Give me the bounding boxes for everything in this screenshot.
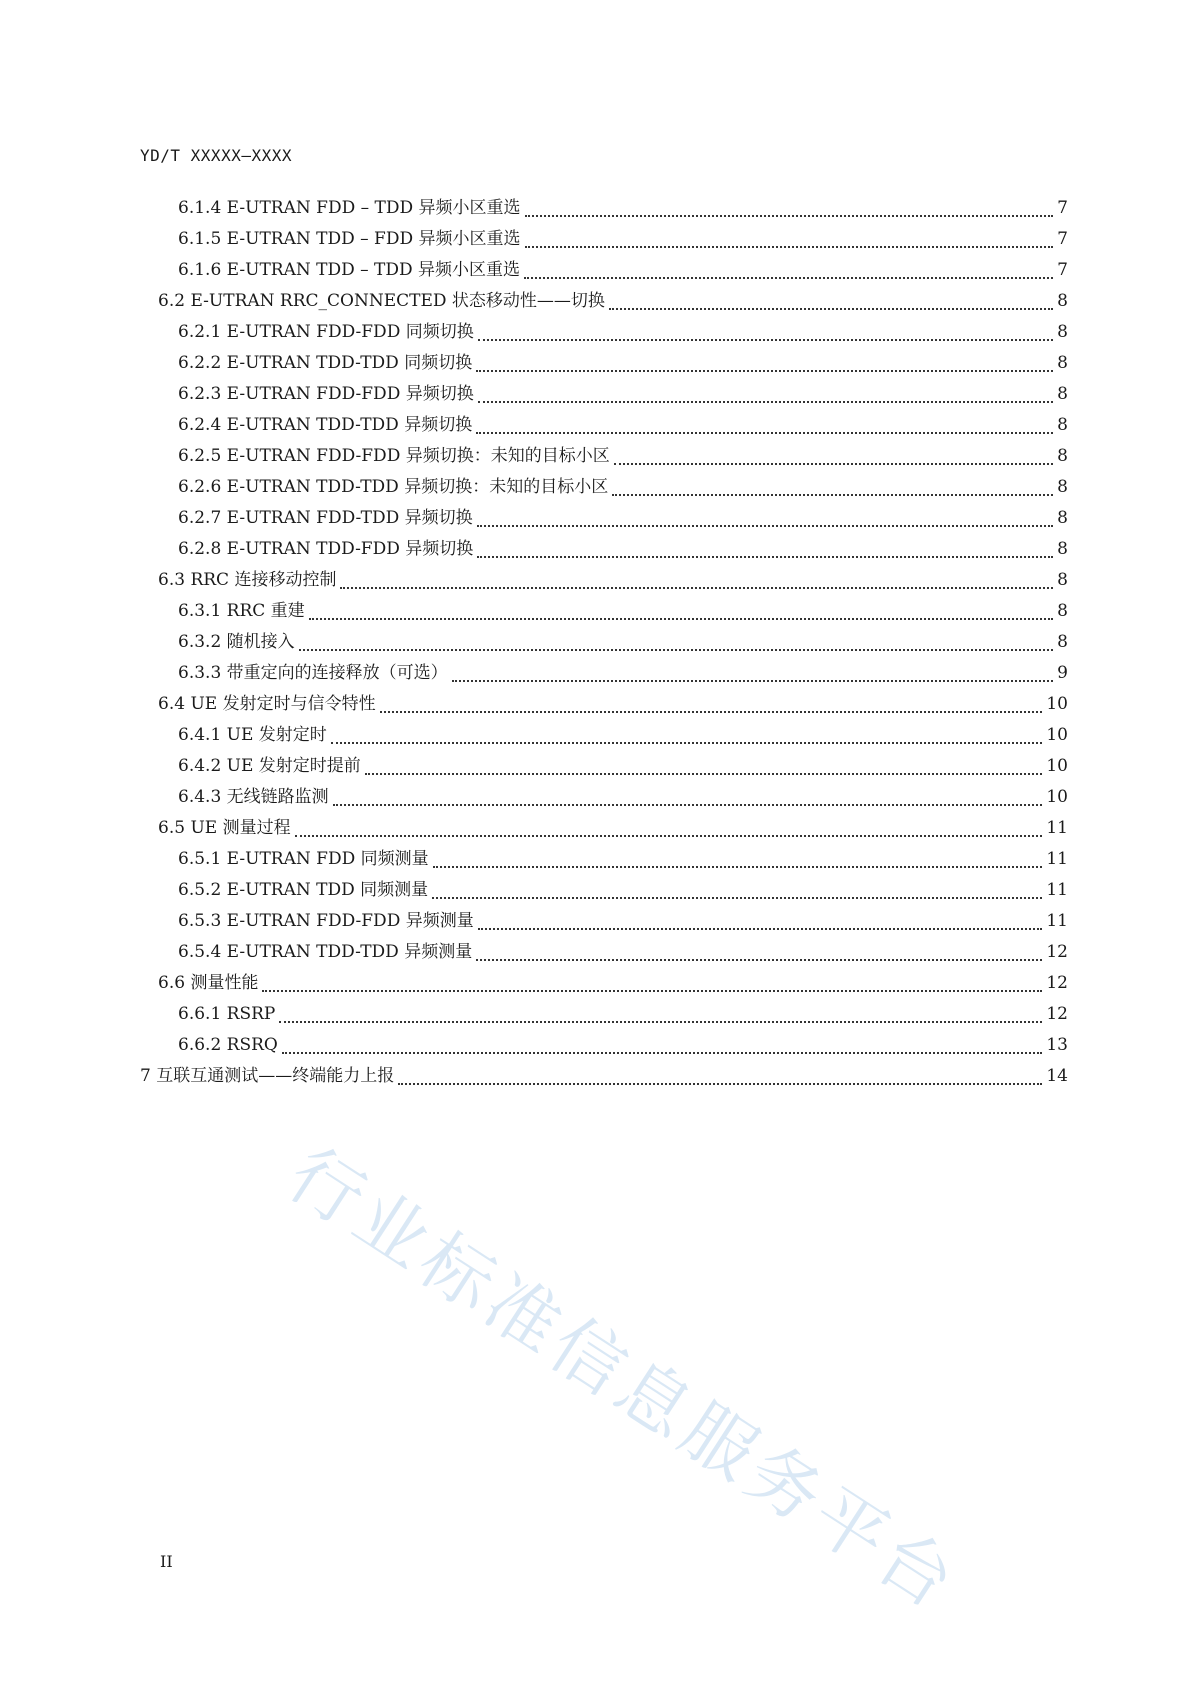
toc-entry[interactable]: [178, 596, 1068, 627]
dot-leader: [331, 742, 1043, 744]
toc-entry-page: 7: [1057, 260, 1068, 280]
dot-leader: [477, 556, 1053, 558]
toc-entry[interactable]: [178, 224, 1068, 255]
toc-entry-title: 6.5.4 E-UTRAN TDD-TDD 异频测量: [178, 942, 473, 962]
dot-leader: [477, 525, 1054, 527]
toc-entry[interactable]: [158, 813, 1068, 844]
toc-entry-title: 6.2.7 E-UTRAN FDD-TDD 异频切换: [178, 508, 473, 528]
dot-leader: [614, 463, 1053, 465]
toc-entry-title: 6.6.1 RSRP: [178, 1004, 276, 1024]
dot-leader: [340, 587, 1053, 589]
toc-entry-title: 6.1.5 E-UTRAN TDD – FDD 异频小区重选: [178, 229, 521, 249]
toc-entry-title: 6.2.1 E-UTRAN FDD-FDD 同频切换: [178, 322, 474, 342]
document-id-header: YD/T XXXXX—XXXX: [140, 146, 292, 165]
toc-entry-title: 6.5.3 E-UTRAN FDD-FDD 异频测量: [178, 911, 474, 931]
toc-entry[interactable]: [178, 720, 1068, 751]
toc-entry-page: 8: [1057, 384, 1068, 404]
dot-leader: [333, 804, 1043, 806]
dot-leader: [609, 308, 1053, 310]
toc-entry-title: 6.3 RRC 连接移动控制: [158, 570, 337, 590]
toc-entry-page: 8: [1057, 446, 1068, 466]
toc-entry[interactable]: [178, 627, 1068, 658]
dot-leader: [476, 432, 1053, 434]
toc-entry[interactable]: [178, 410, 1068, 441]
dot-leader: [525, 246, 1054, 248]
dot-leader: [524, 277, 1053, 279]
dot-leader: [478, 401, 1053, 403]
dot-leader: [365, 773, 1043, 775]
toc-entry[interactable]: [178, 348, 1068, 379]
toc-entry-page: 14: [1046, 1066, 1068, 1086]
toc-entry[interactable]: [178, 379, 1068, 410]
dot-leader: [432, 897, 1042, 899]
dot-leader: [309, 618, 1054, 620]
toc-entry[interactable]: [178, 751, 1068, 782]
dot-leader: [279, 1021, 1042, 1023]
toc-entry-page: 8: [1057, 477, 1068, 497]
toc-entry-page: 8: [1057, 291, 1068, 311]
dot-leader: [476, 959, 1042, 961]
toc-entry-title: 6.4.3 无线链路监测: [178, 787, 329, 807]
toc-entry-title: 6.3.2 随机接入: [178, 632, 295, 652]
toc-entry[interactable]: [178, 534, 1068, 565]
toc-entry-page: 8: [1057, 570, 1068, 590]
toc-entry-page: 13: [1046, 1035, 1068, 1055]
toc-entry-page: 8: [1057, 632, 1068, 652]
toc-entry-page: 8: [1057, 322, 1068, 342]
toc-entry[interactable]: [158, 565, 1068, 596]
page-number-footer: II: [160, 1552, 173, 1571]
toc-entry-page: 8: [1057, 353, 1068, 373]
toc-entry-title: 6.2.8 E-UTRAN TDD-FDD 异频切换: [178, 539, 474, 559]
dot-leader: [478, 339, 1053, 341]
dot-leader: [452, 680, 1054, 682]
toc-entry[interactable]: [178, 255, 1068, 286]
toc-entry[interactable]: [178, 782, 1068, 813]
toc-entry[interactable]: [178, 503, 1068, 534]
toc-entry-page: 10: [1046, 694, 1068, 714]
watermark: 行业标准信息服务平台: [273, 1131, 974, 1628]
dot-leader: [299, 649, 1054, 651]
toc-entry[interactable]: [158, 968, 1068, 999]
toc-entry-title: 6.4.1 UE 发射定时: [178, 725, 327, 745]
dot-leader: [476, 370, 1053, 372]
dot-leader: [262, 990, 1042, 992]
toc-entry-page: 11: [1046, 849, 1068, 869]
dot-leader: [612, 494, 1053, 496]
toc-entry-page: 12: [1046, 973, 1068, 993]
toc-entry[interactable]: [140, 1061, 1068, 1092]
dot-leader: [398, 1083, 1042, 1085]
toc-entry-title: 7 互联互通测试——终端能力上报: [140, 1066, 395, 1086]
toc-entry-page: 7: [1057, 198, 1068, 218]
toc-entry-title: 6.5.1 E-UTRAN FDD 同频测量: [178, 849, 429, 869]
toc-entry-page: 11: [1046, 911, 1068, 931]
toc-entry[interactable]: [178, 317, 1068, 348]
toc-entry-title: 6.4 UE 发射定时与信令特性: [158, 694, 376, 714]
toc-entry-title: 6.6 测量性能: [158, 973, 259, 993]
toc-entry-page: 10: [1046, 725, 1068, 745]
toc-entry[interactable]: [178, 844, 1068, 875]
dot-leader: [525, 215, 1054, 217]
toc-entry-title: 6.2.3 E-UTRAN FDD-FDD 异频切换: [178, 384, 474, 404]
toc-entry[interactable]: [178, 937, 1068, 968]
toc-entry[interactable]: [178, 875, 1068, 906]
toc-entry-title: 6.2.4 E-UTRAN TDD-TDD 异频切换: [178, 415, 473, 435]
toc-entry-title: 6.3.1 RRC 重建: [178, 601, 305, 621]
toc-entry-title: 6.1.6 E-UTRAN TDD – TDD 异频小区重选: [178, 260, 521, 280]
toc-entry-title: 6.2 E-UTRAN RRC_CONNECTED 状态移动性——切换: [158, 291, 605, 311]
toc-entry-title: 6.5.2 E-UTRAN TDD 同频测量: [178, 880, 429, 900]
dot-leader: [295, 835, 1043, 837]
toc-entry-page: 11: [1046, 880, 1068, 900]
dot-leader: [380, 711, 1043, 713]
toc-entry-title: 6.2.2 E-UTRAN TDD-TDD 同频切换: [178, 353, 473, 373]
toc-entry-page: 8: [1057, 601, 1068, 621]
dot-leader: [478, 928, 1043, 930]
toc-entry-page: 8: [1057, 508, 1068, 528]
toc-entry-page: 10: [1046, 756, 1068, 776]
toc-entry[interactable]: [158, 689, 1068, 720]
toc-entry[interactable]: [178, 193, 1068, 224]
toc-entry-title: 6.5 UE 测量过程: [158, 818, 291, 838]
toc-entry-page: 10: [1046, 787, 1068, 807]
toc-entry[interactable]: [178, 906, 1068, 937]
dot-leader: [433, 866, 1043, 868]
toc-entry-title: 6.1.4 E-UTRAN FDD – TDD 异频小区重选: [178, 198, 521, 218]
toc-entry-title: 6.6.2 RSRQ: [178, 1035, 278, 1055]
toc-entry[interactable]: [178, 658, 1068, 689]
toc-entry-page: 8: [1057, 415, 1068, 435]
toc-entry-page: 12: [1046, 942, 1068, 962]
toc-entry-page: 9: [1057, 663, 1068, 683]
dot-leader: [282, 1052, 1043, 1054]
toc-entry-title: 6.2.6 E-UTRAN TDD-TDD 异频切换：未知的目标小区: [178, 477, 609, 497]
toc-entry[interactable]: [178, 1030, 1068, 1061]
toc-entry[interactable]: [158, 286, 1068, 317]
toc-entry-page: 7: [1057, 229, 1068, 249]
toc-entry-title: 6.3.3 带重定向的连接释放（可选）: [178, 663, 448, 683]
toc-entry[interactable]: [178, 441, 1068, 472]
toc-entry-title: 6.2.5 E-UTRAN FDD-FDD 异频切换：未知的目标小区: [178, 446, 610, 466]
toc-entry[interactable]: [178, 472, 1068, 503]
toc-entry[interactable]: [178, 999, 1068, 1030]
toc-entry-page: 12: [1046, 1004, 1068, 1024]
toc-entry-page: 8: [1057, 539, 1068, 559]
toc-entry-page: 11: [1046, 818, 1068, 838]
toc-entry-title: 6.4.2 UE 发射定时提前: [178, 756, 361, 776]
